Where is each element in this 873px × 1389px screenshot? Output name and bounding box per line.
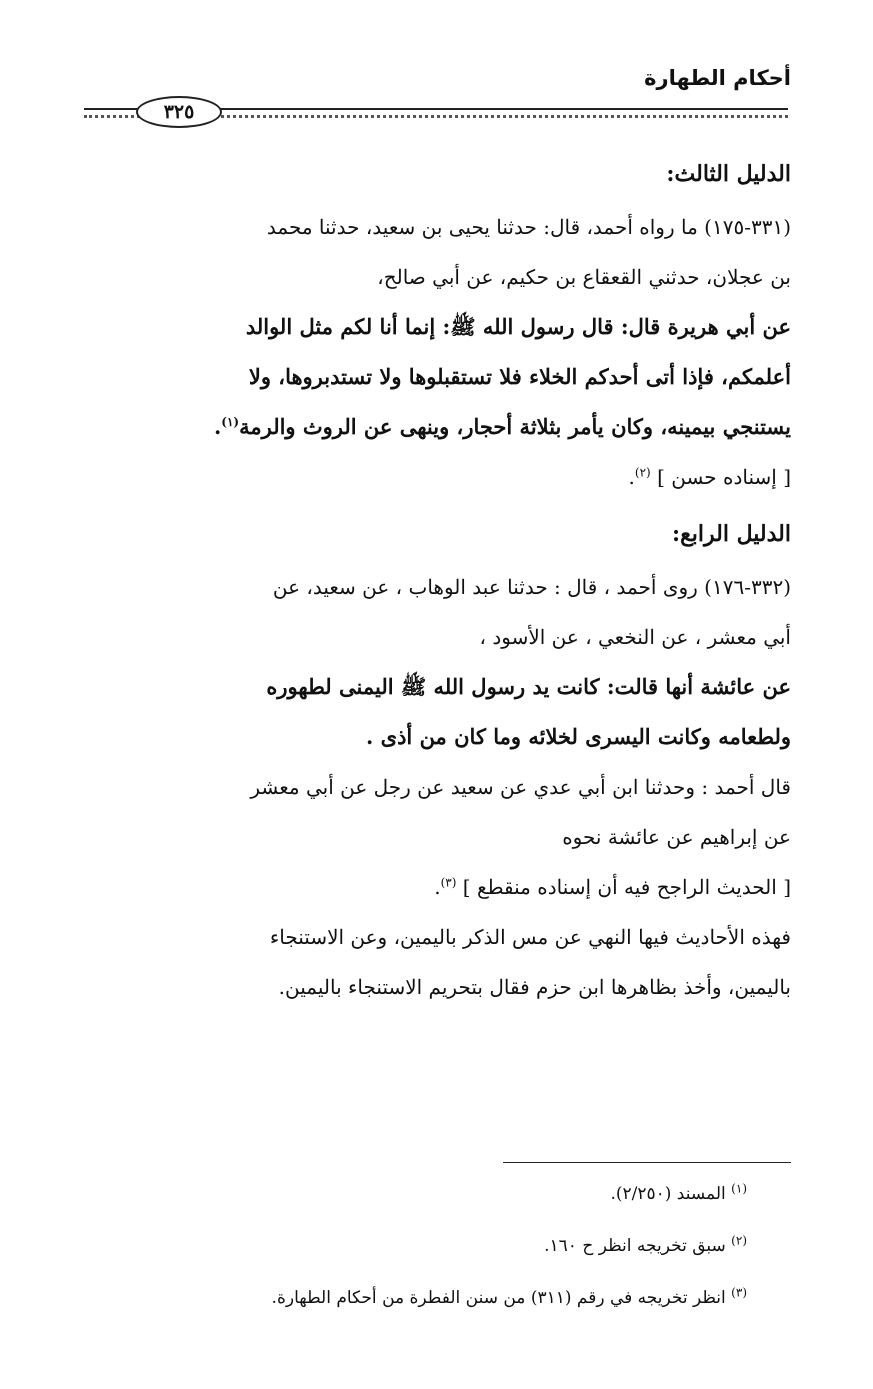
footnote-number: (١) bbox=[731, 1181, 747, 1196]
footnotes bbox=[82, 1172, 747, 1328]
footnote bbox=[82, 1224, 747, 1276]
footnote-number: (٣) bbox=[731, 1285, 747, 1300]
footnote bbox=[82, 1172, 747, 1224]
footnote-number: (٢) bbox=[731, 1233, 747, 1248]
footnote-text: المسند (٢/٢٥٠). bbox=[610, 1184, 726, 1204]
running-title: أحكام الطهارة bbox=[644, 66, 791, 90]
conclusion-line: فهذه الأحاديث فيها النهي عن مس الذكر باليمين، وعن الاستنجاء bbox=[269, 925, 791, 949]
chain-line: (٣٣٢-١٧٦) روى أحمد ، قال : حدثنا عبد الوهاب ، عن سعيد، عن bbox=[272, 575, 791, 599]
section-heading-third: الدليل الثالث: bbox=[666, 161, 791, 187]
page-body bbox=[82, 150, 791, 1012]
chain-line: (٣٣١-١٧٥) ما رواه أحمد، قال: حدثنا يحيى بن سعيد، حدثنا محمد bbox=[266, 215, 791, 239]
chain-line: بن عجلان، حدثني القعقاع بن حكيم، عن أبي صالح، bbox=[377, 265, 791, 289]
punctuation: . bbox=[434, 875, 441, 899]
chain-line: أبي معشر ، عن النخعي ، عن الأسود ، bbox=[479, 625, 791, 649]
footnote-separator bbox=[503, 1162, 791, 1163]
page-number: ٣٢٥ bbox=[136, 96, 222, 128]
footnote bbox=[82, 1276, 747, 1328]
note-line: قال أحمد : وحدثنا ابن أبي عدي عن سعيد عن رجل عن أبي معشر bbox=[250, 775, 791, 799]
punctuation: . bbox=[213, 414, 222, 439]
conclusion-line: باليمين، وأخذ بظاهرها ابن حزم فقال بتحريم الاستنجاء باليمين. bbox=[278, 975, 791, 999]
punctuation: . bbox=[628, 465, 635, 489]
footnote-marker: (٢) bbox=[634, 465, 651, 480]
isnad-grade bbox=[82, 452, 791, 502]
section-heading-fourth: الدليل الرابع: bbox=[671, 521, 791, 547]
hadith-line: ولطعامه وكانت اليسرى لخلائه وما كان من أذى . bbox=[366, 724, 791, 749]
footnote-text: انظر تخريجه في رقم (٣١١) من سنن الفطرة من أحكام الطهارة. bbox=[271, 1288, 726, 1308]
hadith-line bbox=[82, 402, 791, 452]
hadith-line: أعلمكم، فإذا أتى أحدكم الخلاء فلا تستقبلوها ولا تستدبروها، ولا bbox=[248, 364, 791, 389]
footnote-text: سبق تخريجه انظر ح ١٦٠. bbox=[544, 1236, 726, 1256]
grade-text: [ إسناده حسن ] bbox=[657, 465, 791, 489]
hadith-text: يستنجي بيمينه، وكان يأمر بثلاثة أحجار، وينهى عن الروث والرمة bbox=[239, 414, 791, 439]
grade-text: [ الحديث الراجح فيه أن إسناده منقطع ] bbox=[462, 875, 791, 899]
footnote-marker: (٣) bbox=[440, 875, 457, 890]
isnad-grade bbox=[82, 862, 791, 912]
note-line: عن إبراهيم عن عائشة نحوه bbox=[562, 825, 791, 849]
footnote-marker: (١) bbox=[221, 415, 240, 429]
hadith-line: عن أبي هريرة قال: قال رسول الله ﷺ: إنما أنا لكم مثل الوالد bbox=[245, 314, 791, 339]
hadith-line: عن عائشة أنها قالت: كانت يد رسول الله ﷺ اليمنى لطهوره bbox=[266, 674, 791, 699]
